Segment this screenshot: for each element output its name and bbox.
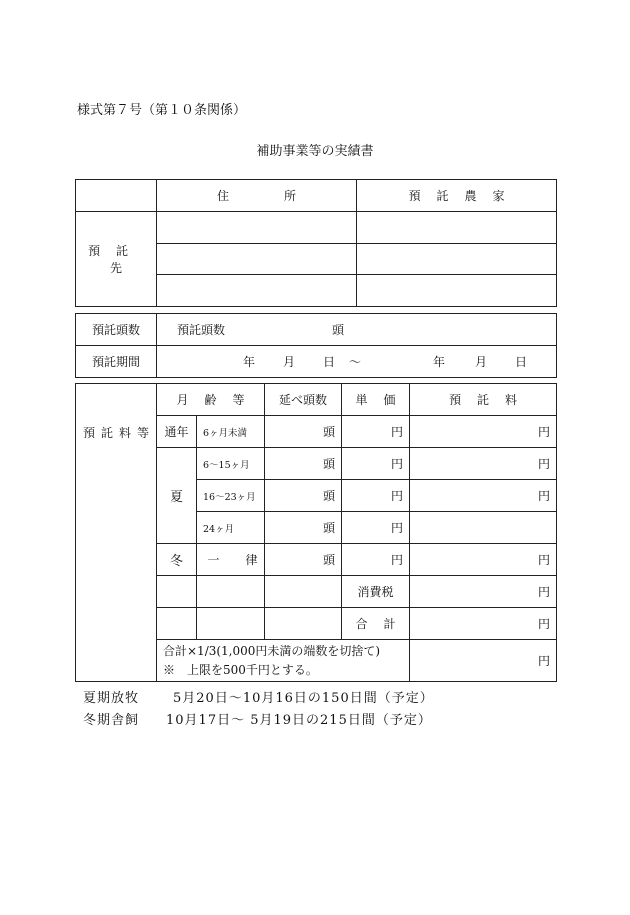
farmer-input-3[interactable] xyxy=(357,275,557,307)
period-label: 預託期間 xyxy=(76,346,157,378)
header-total-heads: 延べ頭数 xyxy=(265,384,342,416)
uniform-label: 一 律 xyxy=(197,544,265,576)
price-cell[interactable]: 円 xyxy=(342,448,410,480)
tax-label: 消費税 xyxy=(342,576,410,608)
header-fee: 預託料 xyxy=(410,384,557,416)
address-input-1[interactable] xyxy=(157,212,357,244)
summer-grazing-line: 夏期放牧 5月20日～10月16日の150日間（予定） xyxy=(83,691,434,706)
fee-cell[interactable]: 円 xyxy=(410,448,557,480)
consignee-label: 預託先 xyxy=(76,212,157,307)
fee-table xyxy=(75,383,557,682)
summer-label: 夏 xyxy=(157,448,197,544)
age-cell: 16～23ヶ月 xyxy=(197,480,265,512)
address-input-3[interactable] xyxy=(157,275,357,307)
age-cell: 6ヶ月未満 xyxy=(197,416,265,448)
price-cell[interactable]: 円 xyxy=(342,512,410,544)
fee-cell[interactable] xyxy=(410,512,557,544)
calculation-note: 合計×1/3(1,000円未満の端数を切捨て) ※ 上限を500千円とする。 xyxy=(157,640,410,682)
blank-cell xyxy=(197,576,265,608)
fee-label: 預託料等 xyxy=(76,416,157,682)
form-number: 様式第７号（第１０条関係） xyxy=(77,103,247,118)
tsunen-label: 通年 xyxy=(157,416,197,448)
blank-cell xyxy=(197,608,265,640)
heads-cell[interactable]: 頭 xyxy=(265,448,342,480)
heads-cell[interactable]: 頭 xyxy=(265,512,342,544)
blank-cell xyxy=(265,608,342,640)
fee-cell[interactable]: 円 xyxy=(410,416,557,448)
header-unit-price: 単価 xyxy=(342,384,410,416)
total-label: 合計 xyxy=(342,608,410,640)
blank-cell xyxy=(157,576,197,608)
blank-cell xyxy=(76,180,157,212)
fee-cell[interactable]: 円 xyxy=(410,544,557,576)
tax-fee-cell[interactable]: 円 xyxy=(410,576,557,608)
heads-cell[interactable]: 頭 xyxy=(265,416,342,448)
header-age: 月齢等 xyxy=(157,384,265,416)
farmer-input-1[interactable] xyxy=(357,212,557,244)
age-cell: 24ヶ月 xyxy=(197,512,265,544)
heads-period-table xyxy=(75,313,557,378)
blank-cell xyxy=(76,384,157,416)
subsidy-fee-cell[interactable]: 円 xyxy=(410,640,557,682)
total-fee-cell[interactable]: 円 xyxy=(410,608,557,640)
heads-cell[interactable]: 頭 xyxy=(265,544,342,576)
heads-field[interactable]: 預託頭数 頭 xyxy=(157,314,557,346)
price-cell[interactable]: 円 xyxy=(342,480,410,512)
heads-cell[interactable]: 頭 xyxy=(265,480,342,512)
age-cell: 6～15ヶ月 xyxy=(197,448,265,480)
fee-cell[interactable]: 円 xyxy=(410,480,557,512)
heads-label: 預託頭数 xyxy=(76,314,157,346)
address-input-2[interactable] xyxy=(157,244,357,275)
winter-label: 冬 xyxy=(157,544,197,576)
price-cell[interactable]: 円 xyxy=(342,416,410,448)
period-field[interactable]: 年 月 日 ～ 年 月 日 xyxy=(157,346,557,378)
consignee-table xyxy=(75,179,557,307)
winter-housing-line: 冬期舎飼 10月17日～ 5月19日の215日間（予定） xyxy=(83,713,432,728)
farmer-input-2[interactable] xyxy=(357,244,557,275)
document-title: 補助事業等の実績書 xyxy=(256,144,374,159)
blank-cell xyxy=(157,608,197,640)
blank-cell xyxy=(265,576,342,608)
price-cell[interactable]: 円 xyxy=(342,544,410,576)
header-farmer: 預託農家 xyxy=(357,180,557,212)
header-address: 住所 xyxy=(157,180,357,212)
